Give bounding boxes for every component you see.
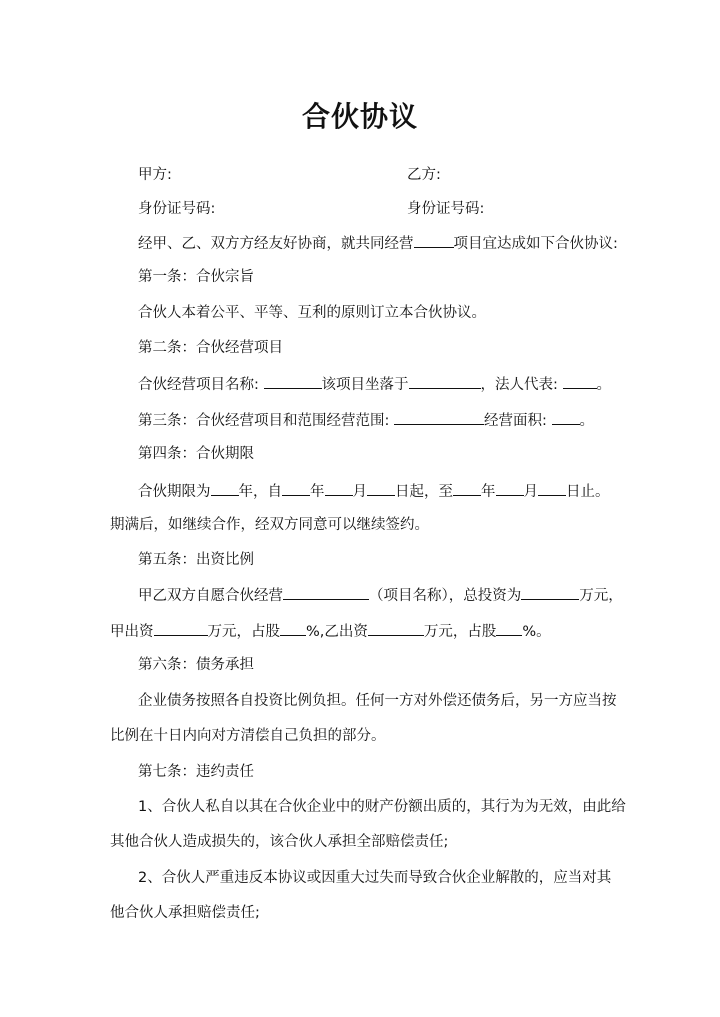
art5-text-7: 万元，占股 [423, 624, 497, 640]
article-7-clause-1: 1、合伙人私自以其在合伙企业中的财产份额出质的，其行为为无效，由此给 [138, 799, 626, 815]
intro-paragraph [138, 233, 618, 254]
art4-text-7: 月 [523, 484, 538, 500]
art2-text-1: 合伙经营项目名称: [138, 377, 259, 393]
party-b-label: 乙方: [407, 167, 441, 183]
article-3-body [138, 410, 594, 431]
id-a-label: 身份证号码: [138, 201, 216, 217]
article-6-body-line-2: 比例在十日内向对方清偿自己负担的部分。 [110, 728, 386, 744]
article-2-body [138, 374, 611, 395]
art4-text-1: 合伙期限为 [138, 484, 211, 500]
art5-text-8: %。 [522, 624, 551, 640]
id-b-label: 身份证号码: [407, 201, 485, 217]
article-7-clause-2: 2、合伙人严重违反本协议或因重大过失而导致合伙企业解散的，应当对其 [138, 870, 612, 886]
article-4-heading: 第四条：合伙期限 [138, 446, 254, 462]
blank-field [414, 233, 454, 248]
blank-field [394, 410, 484, 425]
article-5-body [138, 585, 623, 606]
article-6-heading: 第六条：债务承担 [138, 657, 254, 673]
art5-text-4: 甲出资 [110, 624, 154, 640]
blank-field [154, 621, 208, 636]
article-1-body: 合伙人本着公平、平等、互利的原则订立本合伙协议。 [138, 305, 486, 321]
blank-field [563, 374, 597, 389]
blank-field [453, 481, 481, 496]
art4-text-6: 年 [481, 484, 496, 500]
art5-text-3: 万元， [579, 588, 623, 604]
art3-text-1: 第三条：合伙经营项目和范围经营范围: [138, 413, 390, 429]
party-a-label: 甲方: [138, 167, 172, 183]
art5-text-6: %,乙出资 [306, 624, 368, 640]
art3-text-2: 经营面积: [484, 413, 547, 429]
blank-field [367, 481, 395, 496]
blank-field [496, 481, 524, 496]
article-4-body-line-2: 期满后，如继续合作，经双方同意可以继续签约。 [110, 517, 429, 533]
art5-text-1: 甲乙双方自愿合伙经营 [138, 588, 283, 604]
art4-text-8: 日止。 [566, 484, 610, 500]
blank-field [521, 585, 579, 600]
art2-text-3: ，法人代表: [480, 377, 558, 393]
article-6-body: 企业债务按照各自投资比例负担。任何一方对外偿还债务后，另一方应当按 [138, 693, 617, 709]
article-7-clause-1-line-2: 其他合伙人造成损失的，该合伙人承担全部赔偿责任; [110, 834, 449, 850]
blank-field [283, 585, 369, 600]
art2-text-2: 该项目坐落于 [321, 377, 409, 393]
blank-field [282, 481, 310, 496]
intro-text-1: 经甲、乙、双方方经友好协商，就共同经营 [138, 236, 414, 252]
art4-text-3: 年 [310, 484, 325, 500]
document-title: 合伙协议 [301, 100, 418, 133]
blank-field [552, 410, 580, 425]
art2-text-4: 。 [596, 377, 611, 393]
blank-field [538, 481, 566, 496]
article-1-heading: 第一条：合伙宗旨 [138, 269, 254, 285]
blank-field [325, 481, 353, 496]
article-2-heading: 第二条：合伙经营项目 [138, 340, 283, 356]
blank-field [280, 621, 306, 636]
article-5-body-line-2 [110, 621, 551, 642]
article-4-body [138, 481, 610, 502]
intro-text-2: 项目宜达成如下合伙协议: [453, 236, 618, 252]
blank-field [496, 621, 522, 636]
blank-field [409, 374, 481, 389]
article-5-heading: 第五条：出资比例 [138, 552, 254, 568]
art4-text-2: 年，自 [238, 484, 282, 500]
art5-text-5: 万元，占股 [207, 624, 280, 640]
art5-text-2: （项目名称），总投资为 [369, 588, 522, 604]
blank-field [368, 621, 424, 636]
art4-text-4: 月 [352, 484, 367, 500]
article-7-heading: 第七条：违约责任 [138, 764, 254, 780]
art3-text-3: 。 [579, 413, 594, 429]
blank-field [264, 374, 322, 389]
article-7-clause-2-line-2: 他合伙人承担赔偿责任; [110, 905, 260, 921]
art4-text-5: 日起，至 [395, 484, 453, 500]
blank-field [211, 481, 239, 496]
